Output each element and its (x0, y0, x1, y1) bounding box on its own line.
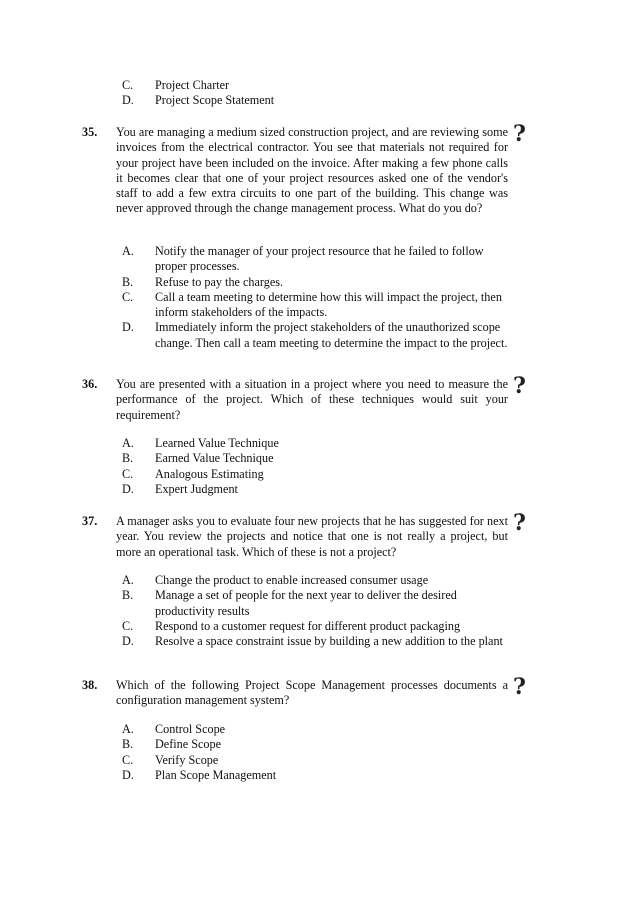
question-number: 35. (82, 125, 98, 139)
option-a (122, 573, 512, 588)
option-text: Respond to a customer request for different product packaging (155, 618, 461, 633)
option-letter: A. (122, 573, 134, 587)
option-text: Expert Judgment (155, 481, 238, 496)
option-text: Notify the manager of your project resource that he failed to follow proper processes. (155, 244, 484, 274)
option-letter: C. (122, 289, 134, 304)
option-a (122, 244, 512, 275)
option-letter: B. (122, 274, 134, 289)
option-b (122, 588, 512, 619)
option-text: Plan Scope Management (155, 767, 277, 782)
option-text: Learned Value Technique (155, 436, 279, 450)
carry-over-options (122, 78, 512, 109)
option-letter: C. (122, 618, 134, 633)
option-letter: B. (122, 737, 134, 752)
option-text: Resolve a space constraint issue by building a new addition to the plant (155, 634, 503, 649)
option-text: Earned Value Technique (155, 451, 274, 466)
question-text: Which of the following Project Scope Management processes documents a configuration management system? (116, 678, 508, 708)
option-text: Project Charter (155, 78, 230, 92)
option-c (122, 78, 512, 93)
option-text: Manage a set of people for the next year to deliver the desired productivity results (155, 588, 457, 618)
question-text: A manager asks you to evaluate four new projects that he has suggested for next year. You review the projects and notice that one is not really a project, but more an operational task. Which of these is not a project? (116, 514, 508, 559)
option-letter: D. (122, 320, 134, 335)
option-b (122, 275, 512, 290)
option-c (122, 619, 512, 634)
question-number: 37. (82, 514, 98, 528)
option-d (122, 482, 512, 497)
option-text: Analogous Estimating (155, 466, 264, 481)
question-number: 36. (82, 377, 98, 391)
option-letter: B. (122, 451, 134, 466)
option-letter: A. (122, 436, 134, 450)
option-letter: C. (122, 752, 134, 767)
option-text: Verify Scope (155, 752, 219, 767)
option-text: Define Scope (155, 737, 221, 752)
option-letter: B. (122, 588, 134, 603)
option-c (122, 467, 512, 482)
question-mark-icon: ? (513, 373, 526, 399)
option-d (122, 320, 512, 351)
question-mark-icon: ? (513, 121, 526, 147)
option-text: Change the product to enable increased consumer usage (155, 573, 429, 587)
option-letter: D. (122, 481, 134, 496)
option-text: Call a team meeting to determine how this will impact the project, then inform stakeholders of the impacts. (155, 289, 502, 320)
option-a (122, 722, 512, 737)
question-mark-icon: ? (513, 510, 526, 536)
option-letter: D. (122, 634, 134, 649)
option-d (122, 768, 512, 783)
option-d (122, 93, 512, 108)
option-d (122, 634, 512, 649)
option-text: Immediately inform the project stakeholders of the unauthorized scope change. Then call a team meeting to determine the impact to the project. (155, 320, 508, 350)
option-c (122, 290, 512, 321)
question-number: 38. (82, 678, 98, 692)
question-38-options (122, 722, 512, 783)
question-text: You are presented with a situation in a project where you need to measure the performance of the project. Which of these techniques would suit your requirement? (116, 377, 508, 422)
option-text: Control Scope (155, 722, 226, 736)
option-text: Refuse to pay the charges. (155, 274, 284, 289)
option-letter: C. (122, 466, 134, 481)
option-text: Project Scope Statement (155, 93, 275, 108)
option-letter: D. (122, 767, 134, 782)
option-letter: A. (122, 722, 134, 736)
option-c (122, 753, 512, 768)
question-35-options (122, 244, 512, 351)
option-letter: D. (122, 93, 134, 108)
question-37-options (122, 573, 512, 649)
option-b (122, 737, 512, 752)
option-a (122, 436, 512, 451)
question-mark-icon: ? (513, 674, 526, 700)
question-text: You are managing a medium sized construction project, and are reviewing some invoices from the electrical contractor. You see that materials not required for your project have been included on the invoice. After making a few phone calls it becomes clear that one of your project resources asked one of the vendor's staff to add a few extra circuits to one part of the building. This change was never approved through the change management process. What do you do? (116, 125, 508, 216)
option-letter: A. (122, 244, 134, 258)
option-b (122, 451, 512, 466)
question-36-options (122, 436, 512, 497)
option-letter: C. (122, 78, 134, 92)
